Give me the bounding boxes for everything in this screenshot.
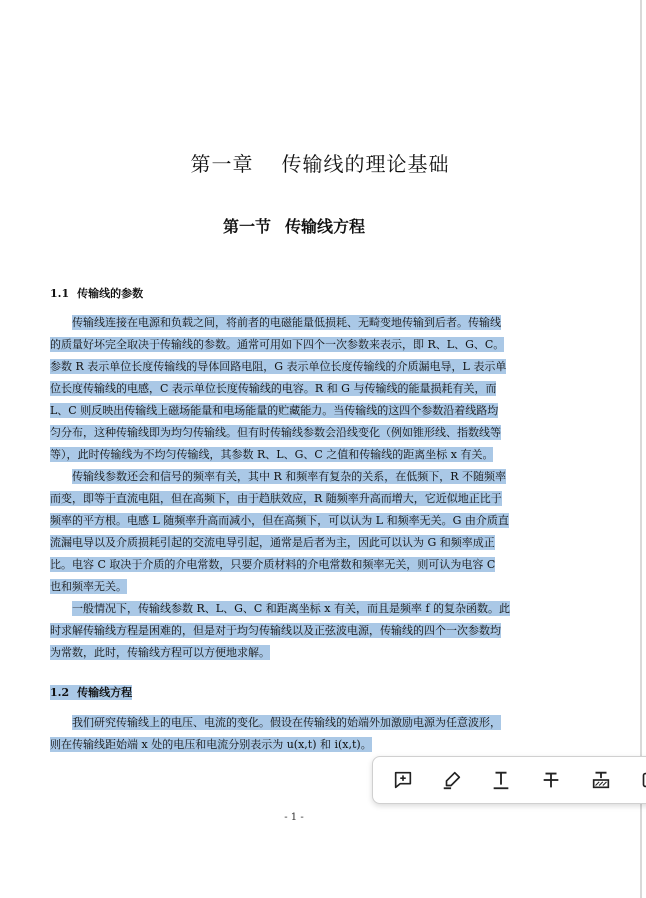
selected-text[interactable]: 我们研究传输线上的电压、电流的变化。假设在传输线的始端外加激励电源为任意波形， bbox=[72, 716, 501, 729]
selected-text[interactable]: 传输线连接在电源和负载之间，将前者的电磁能量低损耗、无畸变地传输到后者。传输线 bbox=[72, 316, 501, 329]
text-line[interactable] bbox=[50, 334, 540, 356]
selected-text[interactable]: L、C 则反映出传输线上磁场能量和电场能量的贮藏能力。当传输线的这四个参数沿着线路均 bbox=[50, 404, 499, 417]
replace-text-button[interactable] bbox=[587, 766, 615, 794]
underline-button[interactable] bbox=[487, 766, 515, 794]
paragraph-2[interactable] bbox=[50, 712, 540, 756]
selected-text[interactable]: 的质量好坏完全取决于传输线的参数。通常可用如下四个一次参数来表示，即 R、L、G、C。 bbox=[50, 338, 505, 351]
subsection-1-1 bbox=[50, 285, 143, 301]
text-line[interactable] bbox=[50, 488, 540, 510]
text-line[interactable] bbox=[50, 554, 540, 576]
text-line[interactable] bbox=[50, 598, 540, 620]
text-line[interactable] bbox=[50, 444, 540, 466]
text-line[interactable] bbox=[50, 620, 540, 642]
section-heading bbox=[0, 214, 588, 237]
selected-text[interactable]: 也和频率无关。 bbox=[50, 580, 127, 593]
text-line[interactable] bbox=[50, 466, 540, 488]
selected-text[interactable]: 一般情况下，传输线参数 R、L、G、C 和距离坐标 x 有关，而且是频率 f 的复杂函数。此 bbox=[72, 602, 511, 615]
selected-text[interactable]: 位长度传输线的电感，C 表示单位长度传输线的电容。R 和 G 与传输线的能量损耗有关，而 bbox=[50, 382, 497, 395]
add-comment-icon bbox=[392, 769, 414, 791]
selected-text[interactable]: 而变，即等于直流电阻，但在高频下，由于趋肤效应，R 随频率升高而增大，它近似地正比于 bbox=[50, 492, 502, 505]
chapter-label: 第一章 bbox=[190, 152, 254, 176]
text-line[interactable] bbox=[50, 510, 540, 532]
more-button[interactable] bbox=[635, 766, 646, 794]
section-label: 第一节 bbox=[222, 217, 271, 236]
chapter-heading bbox=[0, 148, 640, 177]
text-line[interactable] bbox=[50, 400, 540, 422]
text-line[interactable] bbox=[50, 576, 540, 598]
selected-text[interactable]: 流漏电导以及介质损耗引起的交流电导引起，通常是后者为主，因此可以认为 G 和频率成正 bbox=[50, 536, 495, 549]
selected-text[interactable]: 时求解传输线方程是困难的，但是对于均匀传输线以及正弦波电源，传输线的四个一次参数均 bbox=[50, 624, 501, 637]
highlight-pen-icon bbox=[441, 769, 463, 791]
text-line[interactable] bbox=[50, 378, 540, 400]
underline-icon bbox=[490, 769, 512, 791]
more-icon bbox=[638, 769, 646, 791]
text-line[interactable] bbox=[50, 312, 540, 334]
selected-text[interactable]: 匀分布，这种传输线即为均匀传输线。但有时传输线参数会沿线变化（例如锥形线、指数线等 bbox=[50, 426, 501, 439]
text-line[interactable] bbox=[50, 734, 540, 756]
selected-text[interactable]: 为常数，此时，传输线方程可以方便地求解。 bbox=[50, 646, 270, 659]
highlight-button[interactable] bbox=[438, 766, 466, 794]
selected-text[interactable]: 则在传输线距始端 x 处的电压和电流分别表示为 u(x,t) 和 i(x,t)。 bbox=[50, 738, 372, 751]
text-line[interactable] bbox=[50, 642, 540, 664]
text-line[interactable] bbox=[50, 712, 540, 734]
paragraph-1[interactable] bbox=[50, 312, 540, 664]
subsection-number: 1.1 bbox=[50, 287, 70, 300]
page-number: - 1 - bbox=[284, 812, 304, 823]
section-title: 传输线方程 bbox=[285, 217, 366, 236]
subsection-number: 1.2 bbox=[50, 686, 70, 699]
add-comment-button[interactable] bbox=[389, 766, 417, 794]
subsection-title: 传输线的参数 bbox=[77, 287, 144, 300]
selected-text[interactable]: 传输线参数还会和信号的频率有关，其中 R 和频率有复杂的关系，在低频下，R 不随频率 bbox=[72, 470, 507, 483]
text-line[interactable] bbox=[50, 532, 540, 554]
replace-text-icon bbox=[590, 769, 612, 791]
text-line[interactable] bbox=[50, 356, 540, 378]
text-line[interactable] bbox=[50, 422, 540, 444]
selected-text[interactable]: 频率的平方根。电感 L 随频率升高而减小，但在高频下，可以认为 L 和频率无关。G 由介质直 bbox=[50, 514, 509, 527]
strikethrough-icon bbox=[540, 769, 562, 791]
strikethrough-button[interactable] bbox=[537, 766, 565, 794]
annotation-toolbar bbox=[372, 756, 646, 804]
selected-text[interactable]: 参数 R 表示单位长度传输线的导体回路电阻，G 表示单位长度传输线的介质漏电导，L 表示单 bbox=[50, 360, 507, 373]
chapter-title: 传输线的理论基础 bbox=[281, 152, 450, 176]
selected-text[interactable]: 比。电容 C 取决于介质的介电常数，只要介质材料的介电常数和频率无关，则可认为电容 C bbox=[50, 558, 496, 571]
subsection-1-2 bbox=[50, 684, 132, 700]
subsection-title: 传输线方程 bbox=[77, 686, 133, 699]
selected-text[interactable]: 等），此时传输线为不均匀传输线，其参数 R、L、G、C 之值和传输线的距离坐标 x 有关。 bbox=[50, 448, 494, 461]
